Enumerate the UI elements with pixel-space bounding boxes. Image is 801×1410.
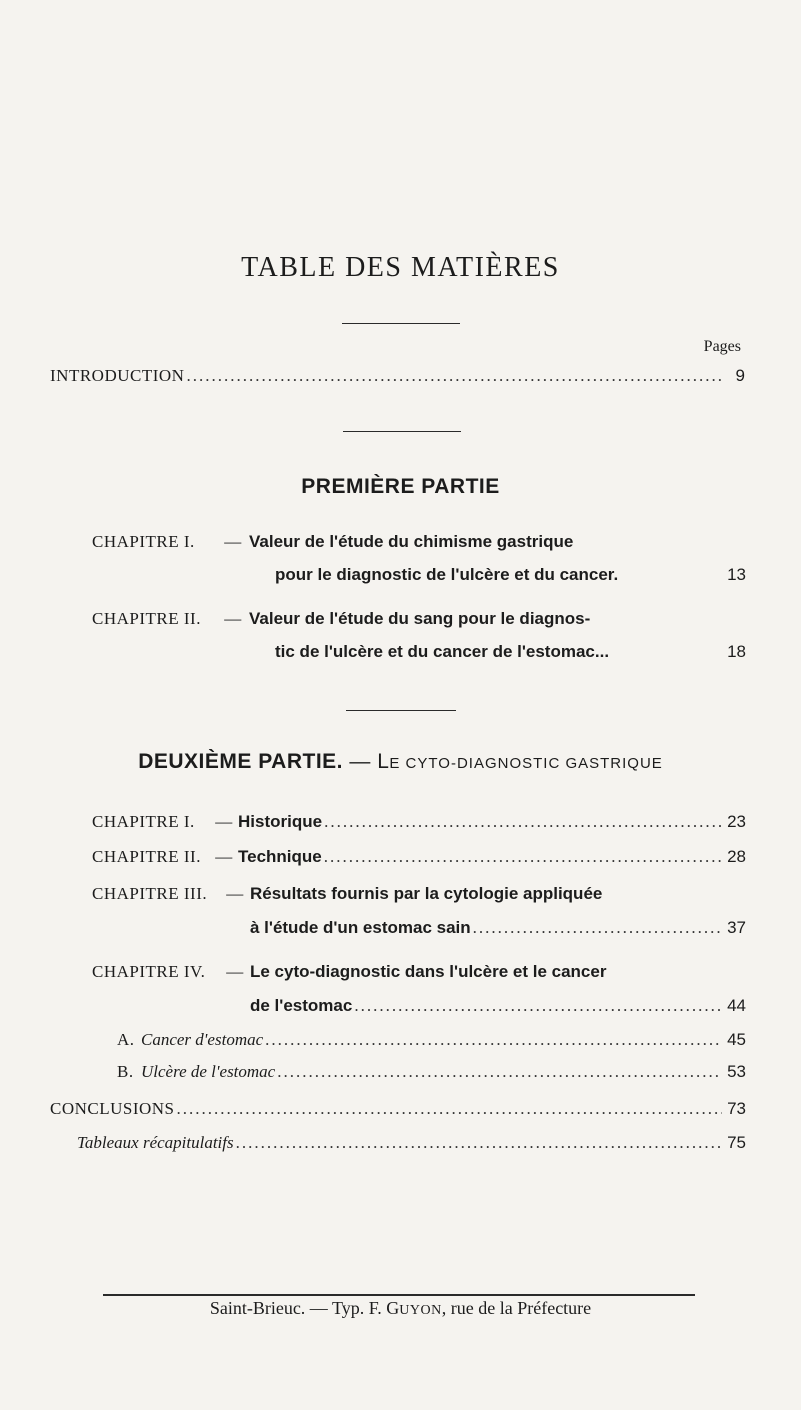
chapter-title: Le cyto-diagnostic dans l'ulcère et le cancer	[250, 962, 607, 981]
toc-entry-part2-chapter-3[interactable]	[92, 884, 746, 904]
toc-entry-part1-chapter-1-continued	[275, 565, 746, 585]
leader-dots	[354, 996, 722, 1016]
toc-entry-part1-chapter-2[interactable]	[92, 609, 746, 629]
chapter-label: CHAPITRE I.	[92, 532, 195, 551]
toc-entry-part2-chapter-2[interactable]	[92, 847, 746, 867]
part2-heading-subtitle: E CYTO-DIAGNOSTIC GASTRIQUE	[389, 755, 663, 772]
part2-heading-separator: —	[349, 750, 371, 773]
part2-heading-main: DEUXIÈME PARTIE.	[138, 750, 343, 773]
leader-dots	[236, 1133, 722, 1153]
toc-entry-introduction[interactable]	[50, 366, 745, 386]
imprint-text-after: , rue de la Préfecture	[441, 1298, 592, 1318]
toc-entry-subsection-a[interactable]	[117, 1030, 746, 1050]
page-number: 28	[727, 847, 746, 866]
toc-entry-part2-chapter-4[interactable]	[92, 962, 746, 982]
chapter-title: Valeur de l'étude du chimisme gastrique	[249, 532, 574, 551]
page-number: 44	[727, 996, 746, 1015]
toc-entry-conclusions[interactable]	[50, 1099, 746, 1119]
page-title: TABLE DES MATIÈRES	[241, 252, 560, 283]
chapter-label: CHAPITRE II.	[92, 847, 201, 866]
page-number: 73	[727, 1099, 746, 1118]
leader-dots	[277, 1062, 722, 1082]
leader-dots	[186, 366, 721, 386]
title-rule	[342, 323, 460, 324]
part2-heading	[0, 750, 801, 774]
chapter-title-continued: pour le diagnostic de l'ulcère et du cancer.	[275, 565, 619, 584]
page-number: 53	[727, 1062, 746, 1081]
imprint-text-before: Saint-Brieuc. — Typ. F.	[209, 1298, 387, 1318]
entry-label: CONCLUSIONS	[50, 1099, 175, 1118]
leader-dots	[324, 847, 722, 867]
toc-entry-tableaux[interactable]	[77, 1133, 746, 1153]
part2-heading-initial: L	[377, 750, 390, 773]
chapter-title: Technique	[238, 847, 322, 866]
toc-entry-part2-chapter-1[interactable]	[92, 812, 746, 832]
chapter-separator: —	[224, 532, 242, 551]
chapter-label: CHAPITRE III.	[92, 884, 208, 903]
page-number: 18	[727, 642, 746, 661]
chapter-title: Historique	[238, 812, 323, 831]
part1-heading: PREMIÈRE PARTIE	[301, 475, 500, 498]
subsection-letter: B.	[117, 1062, 134, 1081]
chapter-title-continued: à l'étude d'un estomac sain	[250, 918, 471, 937]
subsection-title: Ulcère de l'estomac	[141, 1062, 276, 1081]
page-number: 23	[727, 812, 746, 831]
leader-dots	[177, 1099, 722, 1119]
chapter-title: Résultats fournis par la cytologie appliquée	[250, 884, 603, 903]
chapter-label: CHAPITRE II.	[92, 609, 201, 628]
leader-dots	[473, 918, 722, 938]
section-rule	[346, 710, 456, 711]
toc-entry-part1-chapter-2-continued	[275, 642, 746, 662]
subsection-title: Cancer d'estomac	[141, 1030, 264, 1049]
chapter-label: CHAPITRE IV.	[92, 962, 206, 981]
chapter-title: Valeur de l'étude du sang pour le diagnos-	[249, 609, 591, 628]
entry-label: Tableaux récapitulatifs	[77, 1133, 234, 1152]
footer-rule	[103, 1294, 695, 1296]
chapter-title-continued: de l'estomac	[250, 996, 353, 1015]
pages-column-label: Pages	[703, 338, 741, 355]
chapter-separator: —	[215, 812, 233, 831]
imprint-name-initial: G	[386, 1298, 400, 1318]
page-number: 75	[727, 1133, 746, 1152]
chapter-label: CHAPITRE I.	[92, 812, 195, 831]
toc-entry-subsection-b[interactable]	[117, 1062, 746, 1082]
page-number: 45	[727, 1030, 746, 1049]
chapter-separator: —	[226, 962, 244, 981]
page-number: 9	[735, 366, 745, 385]
leader-dots	[324, 812, 722, 832]
chapter-separator: —	[215, 847, 233, 866]
page-number: 13	[727, 565, 746, 584]
chapter-separator: —	[226, 884, 244, 903]
chapter-separator: —	[224, 609, 242, 628]
chapter-title-continued: tic de l'ulcère et du cancer de l'estomac...	[275, 642, 610, 661]
imprint-name-rest: UYON	[399, 1303, 442, 1318]
page-number: 37	[727, 918, 746, 937]
toc-entry-part2-chapter-3-continued	[250, 918, 746, 938]
section-rule	[343, 431, 461, 432]
toc-entry-part1-chapter-1[interactable]	[92, 532, 746, 552]
leader-dots	[265, 1030, 722, 1050]
entry-label: INTRODUCTION	[50, 366, 185, 385]
subsection-letter: A.	[117, 1030, 135, 1049]
printer-imprint	[0, 1298, 801, 1319]
toc-entry-part2-chapter-4-continued	[250, 996, 746, 1016]
